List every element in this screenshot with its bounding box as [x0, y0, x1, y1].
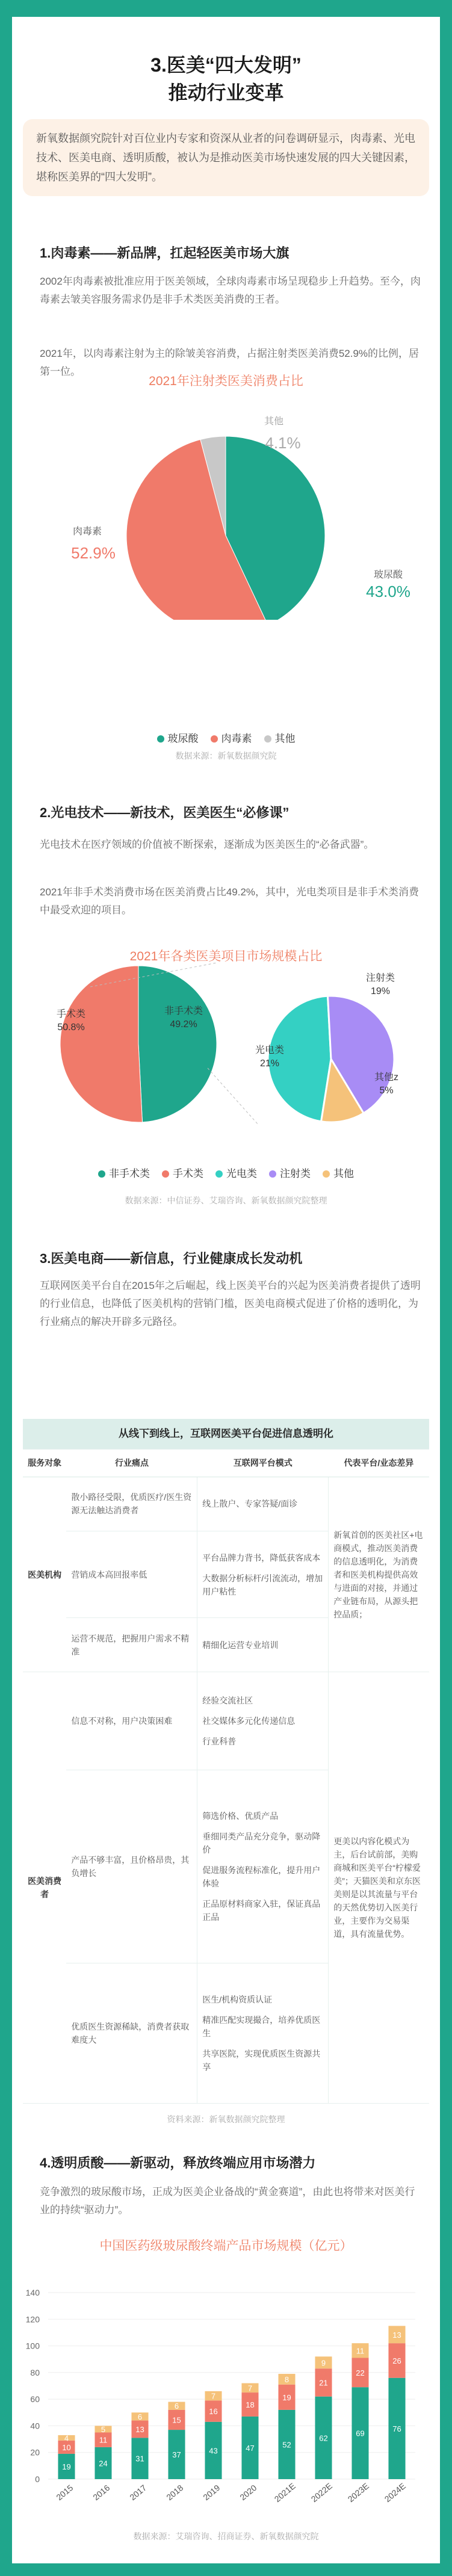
chart2-legend: [0, 1165, 452, 1180]
page-title-line1: 3.医美“四大发明”: [150, 54, 302, 76]
y-tick-label: 140: [25, 2288, 40, 2297]
bar-value-label: 47: [246, 2443, 255, 2453]
x-tick-label: 2018: [164, 2483, 185, 2503]
mode-item: 经验交流社区: [202, 1696, 253, 1706]
pie-slice-非手术类: [138, 966, 217, 1122]
pie-value: 50.8%: [57, 1022, 85, 1033]
bar-value-label: 6: [174, 2401, 179, 2411]
pain-cell: 散小路径受限，优质医疗/医生资源无法触达消费者: [66, 1477, 197, 1531]
chart2-pies: [0, 963, 452, 1191]
table-source: 资料来源：新氧数据颜究院整理: [167, 2114, 285, 2124]
bar-value-label: 26: [392, 2356, 401, 2365]
x-tick-label: 2020: [238, 2483, 259, 2503]
intro-text: 新氧数据颜究院针对百位业内专家和资深从业者的问卷调研显示，肉毒素、光电技术、医美电商、透明质酸，被认为是推动医美市场快速发展的四大关键因素，堪称医美界的“四大发明”。: [36, 132, 415, 183]
bar-value-label: 13: [135, 2424, 144, 2434]
bar-value-label: 76: [392, 2424, 401, 2433]
bar-value-label: 21: [319, 2378, 328, 2388]
bar-value-label: 15: [172, 2415, 181, 2425]
pain-cell: 产品不够丰富，且价格昂贵，其负增长: [66, 1770, 197, 1963]
legend-item: 手术类: [162, 1165, 203, 1180]
y-tick-label: 80: [30, 2367, 40, 2377]
group-name: 医美消费者: [23, 1672, 66, 2104]
legend-item: 玻尿酸: [157, 730, 199, 745]
section-3-para-1: 互联网医美平台自在2015年之后崛起，线上医美平台的兴起为医美消费者提供了透明的行业信息，也降低了医美机构的营销门槛，医美电商模式促进了价格的透明化，为行业痛点的解决开辟多元路径。: [40, 1280, 421, 1327]
pie-label: 玻尿酸: [373, 570, 403, 580]
x-tick-label: 2022E: [309, 2481, 334, 2504]
mode-item: 筛选价格、优质产品: [202, 1811, 279, 1821]
bar-value-label: 62: [319, 2433, 328, 2443]
pain-cell: 信息不对称，用户决策困难: [66, 1672, 197, 1770]
mode-item: 线上散户、专家答疑/面诊: [202, 1499, 298, 1509]
bar-value-label: 11: [356, 2346, 365, 2356]
mode-cell: [197, 1618, 329, 1672]
x-tick-label: 2024E: [382, 2481, 407, 2504]
bar-value-label: 19: [282, 2392, 291, 2402]
pie-value: 19%: [370, 986, 391, 996]
x-tick-label: 2016: [91, 2483, 112, 2503]
section-1-para-1: 2002年肉毒素被批准应用于医美领域，全球肉毒素市场呈现稳步上升趋势。至今，肉毒素去皱美容服务需求仍是非手术类医美消费的王者。: [40, 276, 421, 305]
bar-value-label: 9: [321, 2358, 326, 2368]
bar-value-label: 24: [99, 2459, 108, 2468]
bar-value-label: 31: [135, 2454, 144, 2463]
chart2-source: 数据来源：中信证券、艾瑞咨询、新氧数据颜究院整理: [125, 1196, 327, 1205]
x-tick-label: 2015: [54, 2483, 75, 2503]
bar-value-label: 4: [64, 2433, 69, 2443]
mode-item: 大数据分析标杆/引流流动，增加用户粘性: [202, 1573, 323, 1596]
mode-item: 正品原材料商家入驻，保证真品正品: [202, 1899, 321, 1923]
section-3-heading: 3.医美电商——新信息，行业健康成长发动机: [40, 1251, 303, 1266]
pain-cell: 优质医生资源稀缺，消费者获取难度大: [66, 1963, 197, 2104]
pie-value: 21%: [259, 1058, 280, 1069]
bar-value-label: 69: [356, 2429, 365, 2438]
legend-item: 注射类: [269, 1165, 311, 1180]
pie-label: 其他z: [374, 1072, 399, 1083]
bar-value-label: 7: [247, 2383, 253, 2393]
x-tick-label: 2023E: [345, 2481, 371, 2504]
mode-cell: [197, 1770, 329, 1963]
mode-item: 平台品牌力背书，降低获客成本: [202, 1552, 321, 1563]
pie-value: 43.0%: [366, 582, 410, 601]
y-tick-label: 20: [30, 2447, 40, 2457]
table-header: 行业痛点: [66, 1450, 197, 1477]
mode-item: 社交媒体多元化传递信息: [202, 1716, 296, 1726]
section-1-para-2: 2021年，以肉毒素注射为主的除皱美容消费，占据注射类医美消费52.9%的比例，居第一位。: [40, 348, 419, 377]
mode-item: 行业科普: [202, 1737, 237, 1747]
pie-label: 注射类: [365, 973, 395, 983]
pie-slice-手术类: [60, 966, 143, 1122]
chart1-pie: [0, 391, 452, 620]
chart1-legend: [0, 730, 452, 745]
pie-label: 其他: [264, 416, 284, 427]
y-tick-label: 0: [35, 2474, 40, 2484]
section-1-heading: 1.肉毒素——新品牌，扛起轻医美市场大旗: [40, 246, 289, 261]
chart1-title: 2021年注射类医美消费占比: [149, 374, 303, 388]
mode-item: 垂细同类产品充分竞争，驱动降价: [202, 1832, 321, 1855]
section-4-para-1: 竞争激烈的玻尿酸市场，正成为医美企业备战的“黄金赛道”，由此也将带来对医美行业的持续“驱动力”。: [40, 2186, 415, 2216]
mode-cell: [197, 1477, 329, 1531]
y-tick-label: 100: [25, 2341, 40, 2351]
bar-value-label: 11: [99, 2435, 108, 2445]
pie-value: 52.9%: [71, 544, 116, 562]
mode-item: 共享医院，实现优质医生资源共享: [202, 2049, 321, 2072]
section-2-para-1: 光电技术在医疗领域的价值被不断探索，逐渐成为医美医生的“必备武器”。: [40, 839, 374, 850]
y-tick-label: 60: [30, 2394, 40, 2405]
y-tick-label: 40: [30, 2421, 40, 2431]
bar-value-label: 7: [211, 2391, 216, 2401]
pie-label: 手术类: [56, 1009, 86, 1019]
table-caption: 从线下到线上，互联网医美平台促进信息透明化: [23, 1419, 429, 1450]
mode-item: 促进服务流程标准化，提升用户体验: [202, 1865, 321, 1889]
pie-value: 4.1%: [265, 434, 301, 452]
mode-item: 精准匹配实现撮合，培养优质医生: [202, 2015, 321, 2039]
table-header: 互联网平台模式: [197, 1450, 329, 1477]
intro-box: [23, 119, 429, 196]
pie-value: 5%: [379, 1086, 394, 1096]
section-2-para-2: 2021年非手术类消费市场在医美消费占比49.2%，其中，光电类项目是非手术类消费中最受欢迎的项目。: [40, 886, 419, 916]
pie-label: 非手术类: [164, 1006, 203, 1016]
x-tick-label: 2021E: [272, 2481, 297, 2504]
rep-cell: 新氧首创的医美社区+电商模式，推动医美消费的信息透明化，为消费者和医美机构提供高效与进面的对接，并通过产业链布局，从源头把控品质；: [329, 1477, 429, 1672]
page-title-line2: 推动行业变革: [168, 82, 284, 103]
table-row: [23, 1672, 429, 1770]
mode-cell: [197, 1672, 329, 1770]
pain-cell: 营销成本高回报率低: [66, 1531, 197, 1618]
legend-item: 非手术类: [98, 1165, 150, 1180]
mode-cell: [197, 1963, 329, 2104]
y-tick-label: 120: [25, 2314, 40, 2324]
bar-value-label: 5: [101, 2424, 106, 2434]
chart3-title: 中国医药级玻尿酸终端产品市场规模（亿元）: [99, 2239, 353, 2253]
chart3-source: 数据来源：艾瑞咨询、招商证券、新氧数据颜究院: [133, 2531, 319, 2541]
bar-value-label: 18: [246, 2400, 255, 2409]
chart3-bars: [0, 2281, 452, 2521]
bar-value-label: 19: [62, 2462, 71, 2471]
bar-value-label: 8: [284, 2374, 289, 2384]
bar-value-label: 37: [172, 2450, 181, 2460]
x-tick-label: 2017: [128, 2483, 149, 2503]
group-name: 医美机构: [23, 1477, 66, 1672]
pie-label: 肉毒素: [72, 527, 102, 537]
bar-value-label: 13: [392, 2330, 401, 2340]
chart1-source: 数据来源：新氧数据颜究院: [175, 751, 277, 761]
platform-table: [23, 1419, 429, 2104]
table-header: 服务对象: [23, 1450, 66, 1477]
mode-item: 精细化运营专业培训: [202, 1640, 279, 1650]
chart2-title: 2021年各类医美项目市场规模占比: [129, 950, 323, 963]
rep-cell: 更美以内容化模式为主，后台试前部，美购商城和医美平台“柠檬爱美”；天猫医美和京东医美则是以其流量与平台的天然优势切入医美行业，主要作为交易渠道，具有流量优势。: [329, 1672, 429, 2104]
bar-value-label: 16: [209, 2407, 218, 2417]
section-2-heading: 2.光电技术——新技术，医美医生“必修课”: [40, 805, 289, 820]
legend-item: 光电类: [215, 1165, 257, 1180]
table-row: [23, 1477, 429, 1531]
bar-value-label: 10: [62, 2442, 71, 2452]
x-tick-label: 2019: [201, 2483, 222, 2503]
bar-value-label: 52: [282, 2440, 291, 2450]
pie-value: 49.2%: [170, 1019, 197, 1030]
section-4-heading: 4.透明质酸——新驱动，释放终端应用市场潜力: [40, 2155, 316, 2170]
bar-value-label: 22: [356, 2368, 365, 2377]
table-header: 代表平台/业态差异: [329, 1450, 429, 1477]
bar-value-label: 6: [137, 2412, 143, 2421]
mode-cell: [197, 1531, 329, 1618]
pain-cell: 运营不规范，把握用户需求不精准: [66, 1618, 197, 1672]
mode-item: 医生/机构资质认证: [202, 1995, 273, 2005]
legend-item: 其他: [264, 730, 296, 745]
legend-item: 其他: [323, 1165, 354, 1180]
bar-value-label: 43: [209, 2446, 218, 2456]
pie-label: 光电类: [255, 1045, 285, 1055]
legend-item: 肉毒素: [211, 730, 252, 745]
